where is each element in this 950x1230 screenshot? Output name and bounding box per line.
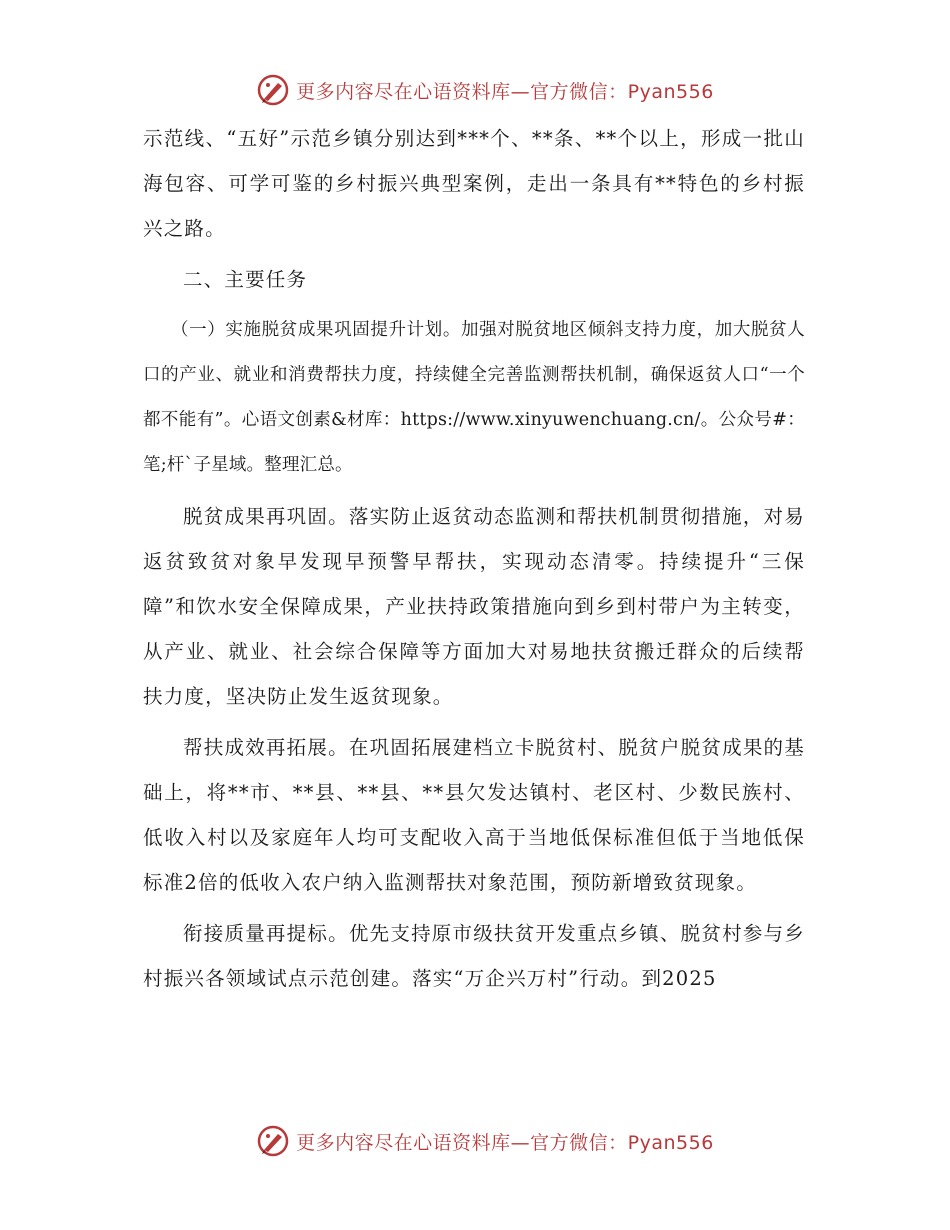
- paragraph-continuation: 示范线、“五好”示范乡镇分别达到***个、**条、**个以上，形成一批山海包容、可学可鉴的乡村振兴典型案例，走出一条具有**特色的乡村振兴之路。: [143, 127, 805, 240]
- watermark-text: 更多内容尽在心语资料库—官方微信：Pyan556: [296, 80, 714, 103]
- document-body: [143, 116, 805, 1007]
- paragraph-task-one: [143, 308, 805, 488]
- pen-logo-icon: [256, 73, 290, 107]
- paragraph-assistance: 帮扶成效再拓展。在巩固拓展建档立卡脱贫村、脱贫户脱贫成果的基础上，将**市、**县、**县、**县欠发达镇村、老区村、少数民族村、低收入村以及家庭年人均可支配收入高于当地低保标准但低于当地低保标准2倍的低收入农户纳入监测帮扶对象范围，预防新增致贫现象。: [143, 736, 805, 894]
- watermark-text: 更多内容尽在心语资料库—官方微信：Pyan556: [296, 1131, 714, 1154]
- paragraph-task-one-text: （一）实施脱贫成果巩固提升计划。加强对脱贫地区倾斜支持力度，加大脱贫人口的产业、就业和消费帮扶力度，持续健全完善监测帮扶机制，确保返贫人口“一个都不能有”。心语文创素&材库：https://www.xinyuwenchuang.cn/。公众号#：笔;杆`子星域。整理汇总。: [143, 320, 805, 475]
- footer-watermark-banner: [0, 1121, 950, 1161]
- header-watermark-banner: [0, 70, 950, 110]
- paragraph-consolidation: 脱贫成果再巩固。落实防止返贫动态监测和帮扶机制贯彻措施，对易返贫致贫对象早发现早预警早帮扶，实现动态清零。持续提升“三保障”和饮水安全保障成果，产业扶持政策措施向到乡到村带户为主转变，从产业、就业、社会综合保障等方面加大对易地扶贫搬迁群众的后续帮扶力度，坚决防止发生返贫现象。: [143, 505, 805, 708]
- paragraph-quality: 衔接质量再提标。优先支持原市级扶贫开发重点乡镇、脱贫村参与乡村振兴各领域试点示范创建。落实“万企兴万村”行动。到2025: [143, 922, 805, 990]
- pen-logo-icon: [256, 1124, 290, 1158]
- section-heading: 二、主要任务: [183, 268, 308, 291]
